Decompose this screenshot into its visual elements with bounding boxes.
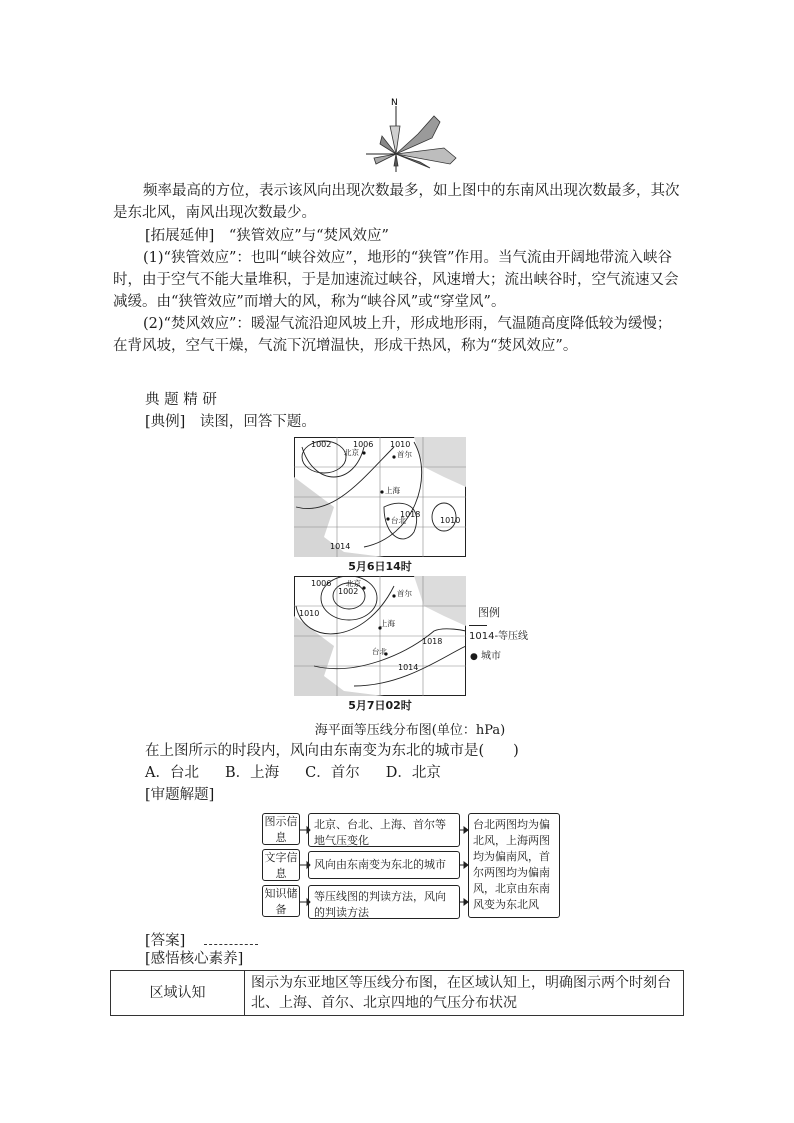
isobar-label: 1018	[422, 637, 443, 646]
extension-heading: [拓展延伸] “狭管效应”与“焚风效应”	[145, 228, 389, 244]
flow-label-image-info: 图示信息	[262, 813, 300, 845]
isobar-label: 1002	[338, 587, 359, 596]
flow-label-text-info: 文字信息	[262, 849, 300, 881]
analysis-heading: [审题解题]	[145, 787, 215, 803]
isobar-label: 1006	[353, 440, 374, 449]
city-dot-icon: ●	[470, 652, 478, 662]
core-literacy-table	[110, 970, 684, 1016]
flow-arrows	[298, 810, 473, 922]
answer-blank[interactable]	[204, 944, 258, 945]
answer-heading: [答案]	[145, 933, 186, 949]
option-d[interactable]: D．北京	[385, 765, 441, 781]
option-c[interactable]: C．首尔	[305, 765, 360, 781]
isobar-map-may6	[294, 437, 466, 557]
south-petal	[394, 154, 398, 166]
option-a[interactable]: A．台北	[145, 765, 199, 781]
figure-caption: 海平面等压线分布图(单位：hPa)	[314, 723, 506, 738]
map1-caption: 5月6日14时	[348, 560, 412, 573]
isobar-label: 1006	[311, 579, 332, 588]
southwest-petal	[374, 154, 396, 164]
extension-item-1: (1)“狭管效应”：也叫“峡谷效应”，地形的“狭管”作用。当气流由开阔地带流入峡谷时，由于空气不能大量堆积，于是加速流过峡谷，风速增大；流出峡谷时，空气流速又会减缓。由“狭管效应”而增大的风，称为“峡谷风”或“穿堂风”。	[113, 250, 679, 310]
isobar-map-may7	[294, 576, 466, 696]
flow-result: 台北两图均为偏北风，上海两图均为偏南风，首尔两图均为偏南风，北京由东南风变为东北风	[468, 813, 560, 918]
north-label: N	[391, 98, 398, 108]
flow-label-knowledge: 知识储备	[262, 885, 300, 917]
legend-isobar: 1014-等压线	[469, 631, 529, 642]
wind-rose-figure	[360, 96, 460, 174]
legend-leader-line	[469, 625, 487, 626]
isobar-label: 1010	[440, 516, 461, 525]
isobar-label: 1010	[299, 609, 320, 618]
northeast-petal	[396, 116, 440, 154]
flow-content-text-info: 风向由东南变为东北的城市	[308, 851, 460, 879]
table-text-cell: 图示为东亚地区等压线分布图，在区域认知上，明确图示两个时刻台北、上海、首尔、北京四地的气压分布状况	[245, 971, 684, 1016]
table-row	[111, 971, 684, 1016]
city-label: 台北	[391, 516, 406, 525]
option-b[interactable]: B．上海	[224, 765, 280, 781]
city-label: 上海	[385, 486, 400, 495]
legend-title: 图例	[478, 606, 500, 619]
flow-content-image-info: 北京、台北、上海、首尔等地气压变化	[308, 813, 460, 847]
isobar-label: 1002	[311, 440, 332, 449]
table-term-cell: 区域认知	[111, 971, 245, 1016]
city-label: 北京	[344, 448, 359, 457]
isobar-label: 1014	[398, 663, 419, 672]
city-label: 上海	[380, 619, 395, 628]
paragraph-frequency: 频率最高的方位，表示该风向出现次数最多，如上图中的东南风出现次数最多，其次是东北风，南风出现次数最少。	[113, 183, 680, 221]
core-heading: [感悟核心素养]	[145, 951, 244, 967]
isobar-label: 1010	[390, 440, 411, 449]
city-label: 首尔	[397, 450, 412, 459]
map2-caption: 5月7日02时	[348, 699, 412, 712]
city-label: 首尔	[397, 589, 412, 598]
options-row	[145, 762, 441, 784]
legend-city	[470, 647, 501, 662]
isobar-label: 1018	[400, 510, 421, 519]
flow-content-knowledge: 等压线图的判读方法，风向的判读方法	[308, 885, 460, 919]
isobar-label: 1014	[330, 542, 351, 551]
question-stem: 在上图所示的时段内，风向由东南变为东北的城市是( )	[145, 743, 519, 759]
city-label: 北京	[346, 579, 361, 588]
extension-item-2: (2)“焚风效应”：暖湿气流沿迎风坡上升，形成地形雨，气温随高度降低较为缓慢；在背风坡，空气干燥，气流下沉增温快，形成干热风，称为“焚风效应”。	[113, 316, 672, 354]
legend-city-label: 城市	[481, 651, 502, 662]
example-prompt: [典例] 读图，回答下题。	[145, 414, 316, 430]
city-label: 台北	[372, 647, 387, 656]
section-title: 典 题 精 研	[145, 392, 217, 408]
